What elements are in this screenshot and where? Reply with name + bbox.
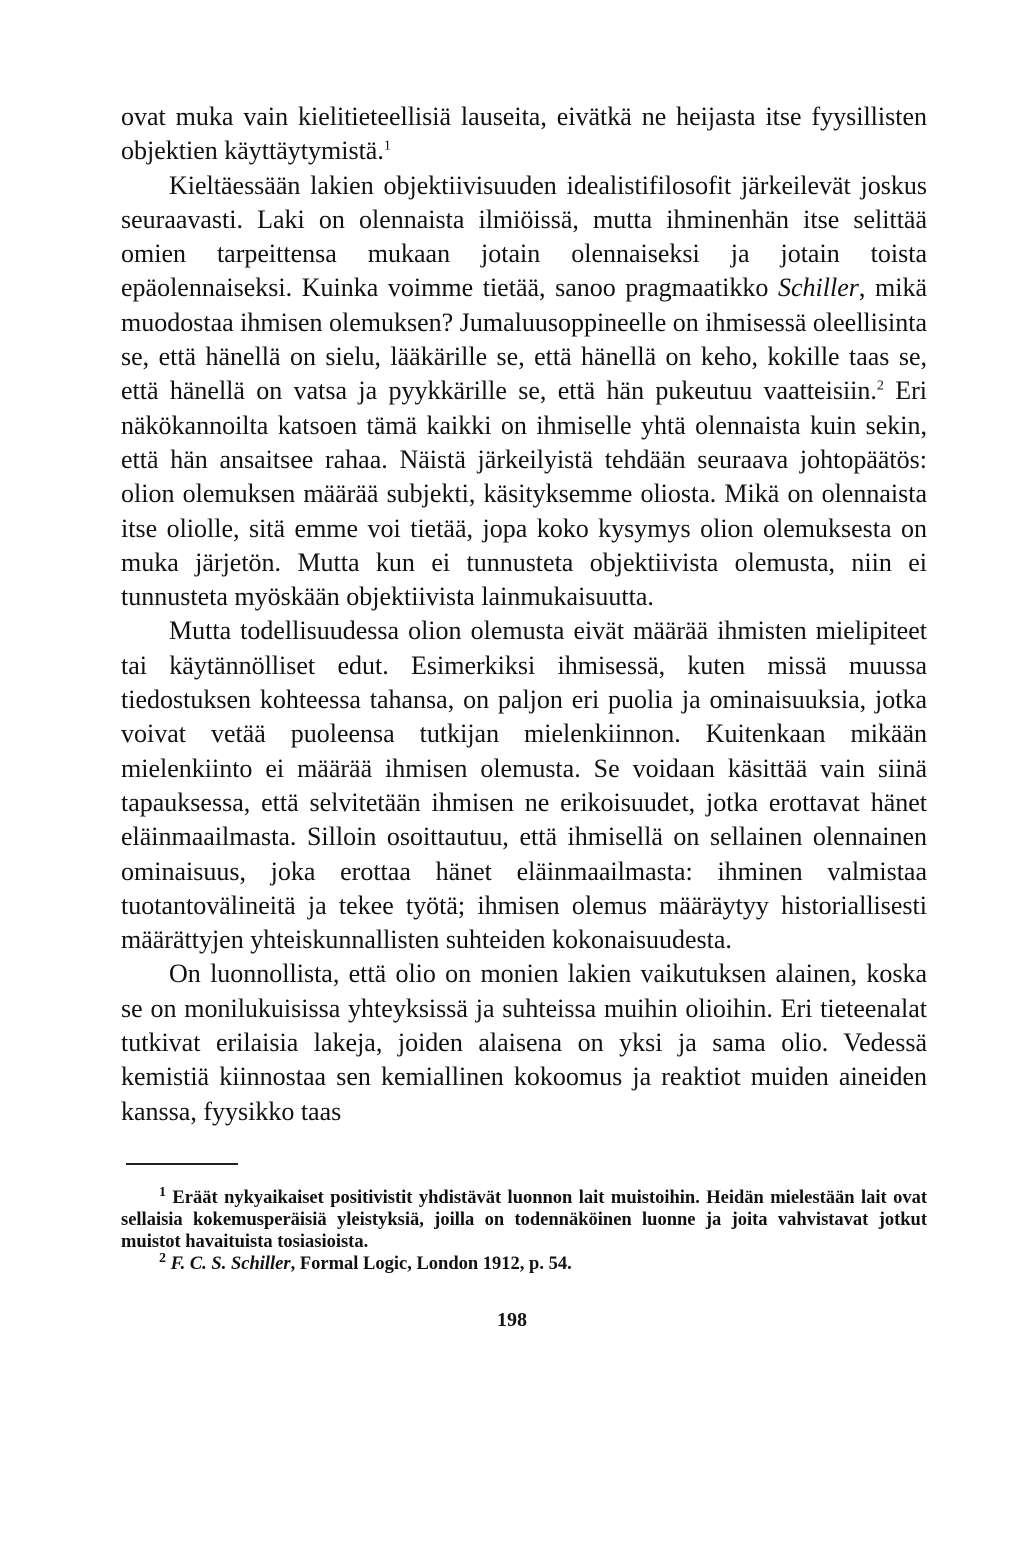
footnote-marker: 2 bbox=[876, 378, 884, 394]
text-run: Eri näkökannoilta katsoen tämä kaikki on ihmiselle yhtä olennaista kuin sekin, että hän ansaitsee rahaa. Näistä järkeilyistä tehdään seuraava johtopäätös: olion olemuksen määrää subjekti, käsityksemme oliosta. Mikä on olennaista itse oliolle, sitä emme voi tietää, jopa koko kysymys olion olemuksesta on muka järjetön. Mutta kun ei tunnusteta objektiivista olemusta, niin ei tunnusteta myöskään objektiivista lainmukaisuutta. bbox=[121, 376, 927, 612]
main-text bbox=[121, 100, 927, 1129]
paragraph bbox=[121, 100, 927, 169]
footnote-marker: 2 bbox=[159, 1250, 166, 1266]
text-run: On luonnollista, että olio on monien lakien vaikutuksen alainen, koska se on monilukuisissa yhteyksissä ja suhteissa muihin olioihin. Eri tieteenalat tutkivat erilaisia lakeja, joiden alaisena on yksi ja sama olio. Vedessä kemistiä kiinnostaa sen kemiallinen kokoomus ja reaktiot muiden aineiden kanssa, fyysikko taas bbox=[121, 959, 927, 1126]
footnote bbox=[121, 1250, 927, 1275]
footnote-marker: 1 bbox=[383, 138, 391, 154]
paragraph bbox=[121, 957, 927, 1128]
text-run: Mutta todellisuudessa olion olemusta eivät määrää ihmisten mielipiteet tai käytännölliset edut. Esimerkiksi ihmisessä, kuten missä muussa tiedostuksen kohteessa tahansa, on paljon eri puolia ja ominaisuuksia, jotka voivat vetää puoleensa tutkijan mielenkiinnon. Kuitenkaan mikään mielenkiinto ei määrää ihmisen olemusta. Se voidaan käsittää vain siinä tapauksessa, että selvitetään ihmisen ne erikoisuudet, jotka erottavat hänet eläinmaailmasta. Silloin osoittautuu, että ihmisellä on sellainen olennainen ominaisuus, joka erottaa hänet eläinmaailmasta: ihminen valmistaa tuotantovälineitä ja tekee työtä; ihmisen olemus määräytyy historiallisesti määrättyjen yhteiskunnallisten suhteiden kokonaisuudesta. bbox=[121, 616, 927, 955]
footnote-marker: 1 bbox=[159, 1184, 166, 1200]
paragraph bbox=[121, 169, 927, 615]
footnote-divider bbox=[126, 1163, 238, 1165]
text-run: , mikä muodostaa ihmisen olemuksen? Jumaluusoppineelle on ihmisessä oleellisinta se, että hänellä on sielu, lääkärille se, että hänellä on keho, kokille taas se, että hänellä on vatsa ja pyykkärille se, että hän pukeutuu vaatteisiin. bbox=[121, 273, 927, 406]
italic-text: F. C. S. Schiller bbox=[170, 1253, 291, 1274]
text-run: , Formal Logic, London 1912, p. 54. bbox=[290, 1253, 572, 1274]
page-body bbox=[121, 100, 927, 1129]
paragraph bbox=[121, 614, 927, 957]
footnote bbox=[121, 1184, 927, 1253]
italic-text: Schiller bbox=[778, 273, 859, 303]
text-run: Kieltäessään lakien objektiivisuuden idealistifilosofit järkeilevät joskus seuraavasti. Laki on olennaista ilmiöissä, mutta ihminenhän itse selittää omien tarpeittensa mukaan jotain olennaiseksi ja jotain toista epäolennaiseksi. Kuinka voimme tietää, sanoo pragmaatikko bbox=[121, 170, 927, 303]
text-run: Eräät nykyaikaiset positivistit yhdistävät luonnon lait muistoihin. Heidän mielestään lait ovat sellaisia kokemusperäisiä yleistyksiä, joilla on todennäköinen luonne ja joita vahvistavat jotkut muistot havaituista tosiasioista. bbox=[121, 1187, 927, 1252]
footnotes bbox=[121, 1184, 927, 1275]
text-run: ovat muka vain kielitieteellisiä lauseita, eivätkä ne heijasta itse fyysillisten objektien käyttäytymistä. bbox=[121, 102, 927, 166]
page-number: 198 bbox=[497, 1308, 527, 1331]
